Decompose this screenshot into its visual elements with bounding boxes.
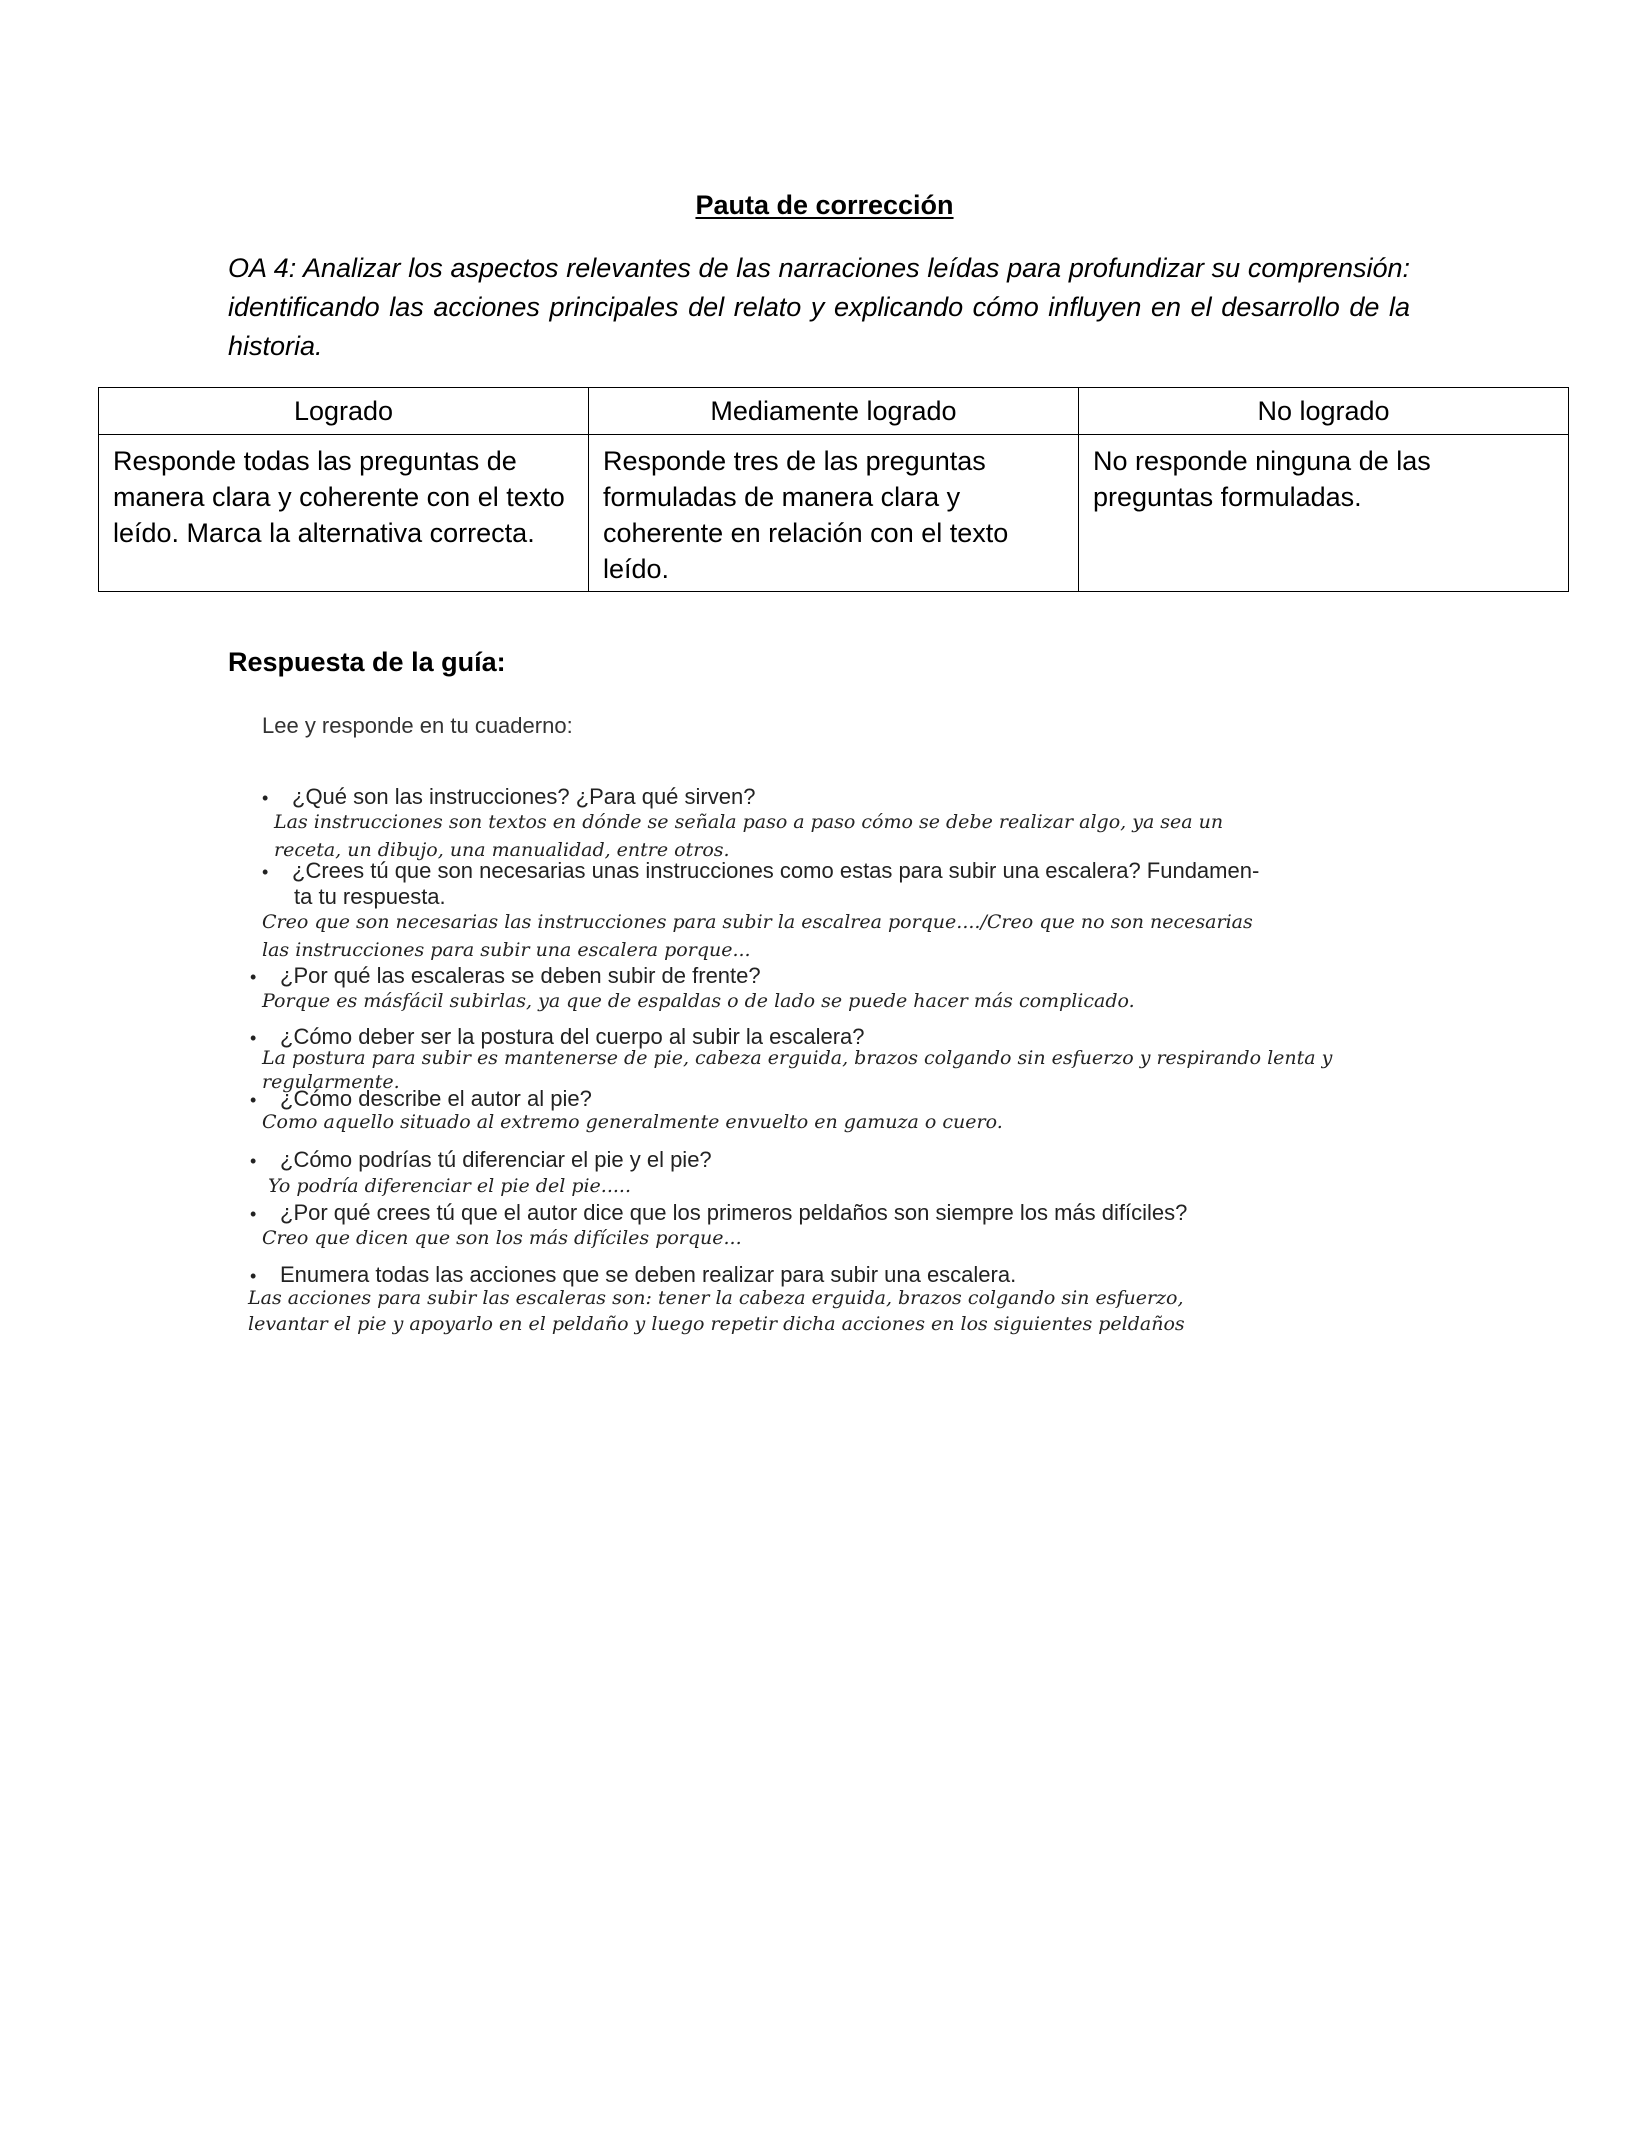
guide-question xyxy=(262,784,755,811)
rubric-header-logrado: Logrado xyxy=(99,388,589,435)
guide-question xyxy=(250,963,761,990)
handwritten-answer-line: regularmente. xyxy=(262,1071,400,1093)
question-text: Enumera todas las acciones que se deben realizar para subir una escalera. xyxy=(280,1262,1017,1287)
question-text: ¿Por qué crees tú que el autor dice que los primeros peldaños son siempre los más difíciles? xyxy=(280,1200,1188,1225)
guide-intro: Lee y responde en tu cuaderno: xyxy=(262,713,573,738)
handwritten-answer-line: La postura para subir es mantenerse de pie, cabeza erguida, brazos colgando sin esfuerzo y respirando lenta y xyxy=(262,1047,1333,1069)
handwritten-answer-line: Como aquello situado al extremo generalmente envuelto en gamuza o cuero. xyxy=(262,1111,1003,1133)
handwritten-answer-line: Yo podría diferenciar el pie del pie..... xyxy=(268,1175,631,1197)
handwritten-answer-line: Creo que son necesarias las instrucciones para subir la escalrea porque..../Creo que no son necesarias xyxy=(262,911,1253,933)
bullet-icon: • xyxy=(250,967,257,987)
guide-question xyxy=(262,858,1259,885)
rubric-header-no-logrado: No logrado xyxy=(1079,388,1569,435)
bullet-icon: • xyxy=(250,1028,257,1048)
bullet-icon: • xyxy=(250,1090,257,1110)
guide-question-continuation: ta tu respuesta. xyxy=(294,884,446,909)
bullet-icon: • xyxy=(250,1151,257,1171)
question-text: ¿Cómo deber ser la postura del cuerpo al subir la escalera? xyxy=(280,1024,865,1049)
bullet-icon: • xyxy=(250,1266,257,1286)
handwritten-answer-line: las instrucciones para subir una escalera porque... xyxy=(262,939,751,961)
rubric-cell-logrado: Responde todas las preguntas de manera clara y coherente con el texto leído. Marca la alternativa correcta. xyxy=(99,435,589,592)
question-text: ¿Por qué las escaleras se deben subir de frente? xyxy=(280,963,761,988)
rubric-cell-no-logrado: No responde ninguna de las preguntas formuladas. xyxy=(1079,435,1569,592)
learning-objective: OA 4: Analizar los aspectos relevantes de las narraciones leídas para profundizar su comprensión: identificando las acciones principales del relato y explicando cómo influyen en el desarrollo de la historia. xyxy=(228,253,1410,361)
rubric-header-mediamente-logrado: Mediamente logrado xyxy=(589,388,1079,435)
question-text: ¿Cómo podrías tú diferenciar el pie y el pie? xyxy=(280,1147,712,1172)
handwritten-answer-line: receta, un dibujo, una manualidad, entre otros. xyxy=(274,839,730,861)
bullet-icon: • xyxy=(250,1204,257,1224)
page-title: Pauta de corrección xyxy=(695,190,954,220)
question-text: ¿Cómo describe el autor al pie? xyxy=(280,1086,592,1111)
bullet-icon: • xyxy=(262,788,269,808)
handwritten-answer-line: Porque es másfácil subirlas, ya que de espaldas o de lado se puede hacer más complicado. xyxy=(262,990,1135,1012)
question-text: ¿Crees tú que son necesarias unas instrucciones como estas para subir una escalera? Fundamen- xyxy=(292,858,1260,883)
handwritten-answer-line: Las acciones para subir las escaleras son: tener la cabeza erguida, brazos colgando sin esfuerzo, xyxy=(248,1287,1184,1309)
guide-question xyxy=(250,1147,712,1174)
guide-question xyxy=(250,1200,1187,1227)
handwritten-answer-line: levantar el pie y apoyarlo en el peldaño y luego repetir dicha acciones en los siguientes peldaños xyxy=(248,1313,1185,1335)
answers-heading: Respuesta de la guía: xyxy=(228,647,506,677)
handwritten-answer-line: Creo que dicen que son los más difíciles porque... xyxy=(262,1227,742,1249)
handwritten-answer-line: Las instrucciones son textos en dónde se señala paso a paso cómo se debe realizar algo, ya sea un xyxy=(274,811,1224,833)
bullet-icon: • xyxy=(262,862,269,882)
question-text: ¿Qué son las instrucciones? ¿Para qué sirven? xyxy=(292,784,756,809)
rubric-cell-mediamente-logrado: Responde tres de las preguntas formuladas de manera clara y coherente en relación con el texto leído. xyxy=(589,435,1079,592)
